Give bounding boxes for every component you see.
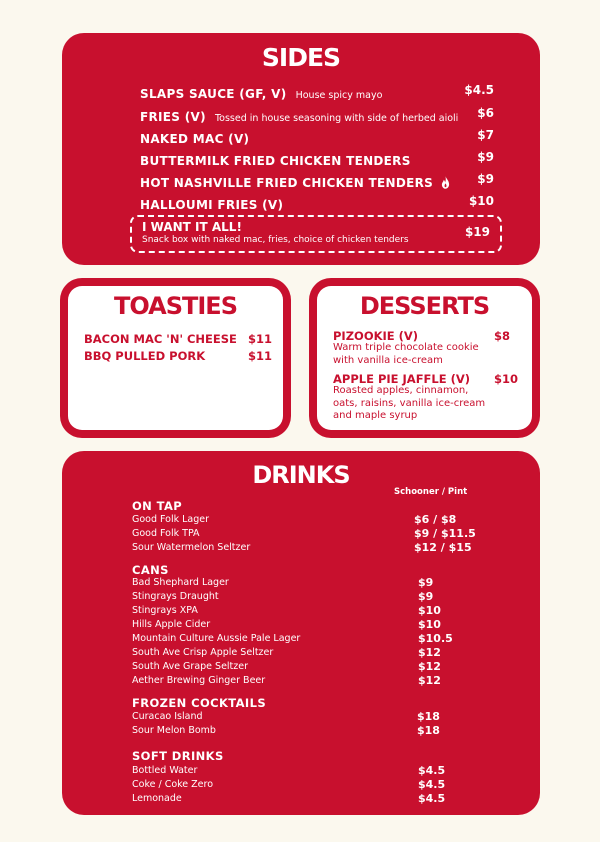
- feature-item-box: [130, 215, 502, 253]
- drink-name: Good Folk TPA: [132, 528, 200, 539]
- dessert-price: $10: [494, 372, 519, 386]
- drink-name: Stingrays XPA: [132, 605, 198, 616]
- size-label: Schooner / Pint: [394, 487, 468, 497]
- desserts-title: DESSERTS: [359, 292, 490, 320]
- toasties-section: [60, 278, 291, 438]
- drinks-category-heading: CANS: [132, 563, 169, 577]
- toastie-name: BBQ PULLED PORK: [84, 349, 206, 363]
- item-name: HALLOUMI FRIES (V): [140, 198, 284, 212]
- drink-price: $12: [418, 660, 441, 673]
- drink-name: South Ave Crisp Apple Seltzer: [132, 647, 274, 658]
- item-name: HOT NASHVILLE FRIED CHICKEN TENDERS: [140, 176, 434, 190]
- item-price: $4.5: [464, 83, 494, 97]
- item-name: FRIES (V): [140, 110, 206, 124]
- drink-name: Sour Watermelon Seltzer: [132, 542, 251, 553]
- drink-price: $10: [418, 618, 441, 631]
- drink-price: $18: [417, 710, 440, 723]
- drink-price: $4.5: [418, 792, 446, 805]
- menu-item: [140, 128, 500, 148]
- drinks-category-heading: FROZEN COCKTAILS: [132, 696, 267, 710]
- dessert-description: Roasted apples, cinnamon, oats, raisins, vanilla ice-cream and maple syrup: [333, 385, 486, 421]
- drink-price: $9: [418, 576, 434, 589]
- menu-item: [140, 150, 500, 170]
- dessert-price: $8: [494, 329, 511, 343]
- sides-title: SIDES: [261, 43, 341, 72]
- drinks-category-heading: SOFT DRINKS: [132, 749, 224, 763]
- dessert-name: APPLE PIE JAFFLE (V): [333, 372, 471, 386]
- drink-price: $4.5: [418, 764, 446, 777]
- drink-name: Lemonade: [132, 793, 182, 804]
- item-price: $7: [477, 128, 494, 142]
- drink-name: Aether Brewing Ginger Beer: [132, 675, 266, 686]
- desserts-section: [309, 278, 540, 438]
- item-name: BUTTERMILK FRIED CHICKEN TENDERS: [140, 154, 411, 168]
- drink-name: South Ave Grape Seltzer: [132, 661, 249, 672]
- drink-price: $12: [418, 674, 441, 687]
- menu-item: [140, 172, 500, 192]
- drink-price: $9 / $11.5: [414, 527, 476, 540]
- sides-section: [62, 33, 540, 265]
- dessert-description: Warm triple chocolate cookie with vanilla ice-cream: [333, 342, 479, 366]
- dessert-name: PIZOOKIE (V): [333, 329, 419, 343]
- menu-item: [140, 106, 500, 126]
- drink-name: Stingrays Draught: [132, 591, 219, 602]
- toasties-title: TOASTIES: [114, 292, 237, 320]
- menu-item: [140, 194, 500, 214]
- drinks-title: DRINKS: [252, 461, 350, 489]
- drink-name: Hills Apple Cider: [132, 619, 211, 630]
- item-description: Tossed in house seasoning with side of herbed aioli: [214, 113, 459, 124]
- item-price: $19: [464, 225, 490, 239]
- drink-name: Good Folk Lager: [132, 514, 210, 525]
- drink-price: $6 / $8: [414, 513, 457, 526]
- drinks-category-heading: ON TAP: [132, 499, 183, 513]
- drink-price: $18: [417, 724, 440, 737]
- drinks-section: [62, 451, 540, 815]
- item-price: $6: [477, 106, 494, 120]
- drink-name: Mountain Culture Aussie Pale Lager: [132, 633, 301, 644]
- item-price: $10: [468, 194, 494, 208]
- flame-icon: [441, 176, 450, 189]
- menu-item: [140, 83, 500, 103]
- drink-price: $12: [418, 646, 441, 659]
- drink-name: Sour Melon Bomb: [132, 725, 216, 736]
- drink-name: Bad Shephard Lager: [132, 577, 229, 588]
- item-name: NAKED MAC (V): [140, 132, 250, 146]
- drink-name: Curacao Island: [132, 711, 203, 722]
- drink-price: $10: [418, 604, 441, 617]
- item-name: SLAPS SAUCE (GF, V): [140, 87, 287, 101]
- item-description: Snack box with naked mac, fries, choice of chicken tenders: [142, 235, 409, 245]
- drink-price: $12 / $15: [414, 541, 472, 554]
- drink-name: Bottled Water: [132, 765, 198, 776]
- drink-price: $4.5: [418, 778, 446, 791]
- item-price: $9: [477, 172, 494, 186]
- item-price: $9: [477, 150, 494, 164]
- drink-name: Coke / Coke Zero: [132, 779, 214, 790]
- toastie-price: $11: [248, 349, 273, 363]
- item-description: House spicy mayo: [295, 90, 383, 101]
- toastie-name: BACON MAC 'N' CHEESE: [84, 332, 237, 346]
- item-name: I WANT IT ALL!: [142, 220, 242, 234]
- drink-price: $10.5: [418, 632, 453, 645]
- toastie-price: $11: [248, 332, 273, 346]
- drink-price: $9: [418, 590, 434, 603]
